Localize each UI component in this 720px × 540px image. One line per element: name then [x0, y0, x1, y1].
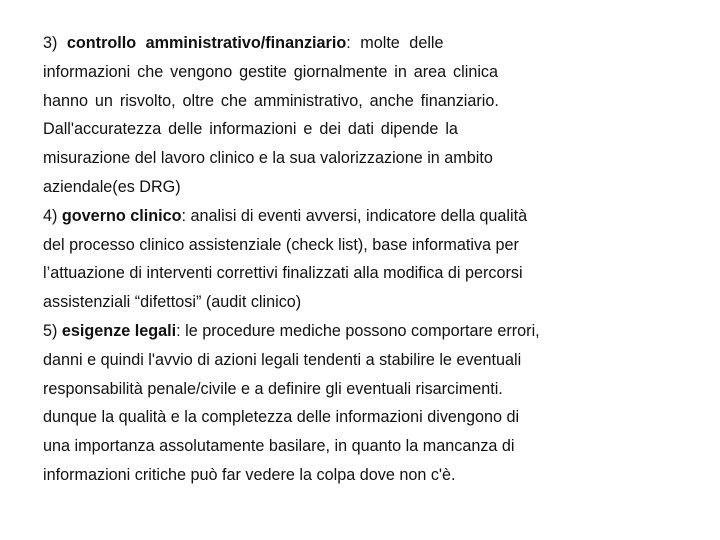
- body-text: [43, 29, 683, 490]
- section-4-line: : analisi di eventi avversi, indicatore della qualità: [181, 206, 528, 225]
- section-4-first-line: [43, 202, 683, 231]
- section-3-line: : molte delle: [346, 34, 444, 52]
- conclusion-line: una importanza assolutamente basilare, in quanto la mancanza di: [43, 437, 515, 456]
- conclusion-line: informazioni critiche può far vedere la colpa dove non c'è.: [43, 465, 456, 484]
- section-3-line: aziendale(es DRG): [43, 177, 181, 196]
- section-4-line: assistenziali “difettosi” (audit clinico): [43, 293, 302, 312]
- section-5-number: 5): [43, 321, 58, 340]
- section-3-line: Dall'accuratezza delle informazioni e dei dati dipende la: [43, 120, 458, 139]
- section-4-line: l’attuazione di interventi correttivi finalizzati alla modifica di percorsi: [43, 264, 523, 283]
- section-3-line: informazioni che vengono gestite giornalmente in area clinica: [43, 62, 499, 81]
- conclusion-line: dunque la qualità e la completezza delle informazioni divengono di: [43, 408, 520, 427]
- section-4-line: del processo clinico assistenziale (check list), base informativa per: [43, 235, 519, 254]
- section-3-first-line: [43, 29, 683, 58]
- section-3-line: misurazione del lavoro clinico e la sua valorizzazione in ambito: [43, 149, 493, 168]
- section-5-line: : le procedure mediche possono comportare errori,: [176, 321, 540, 340]
- section-3-line: hanno un risvolto, oltre che amministrativo, anche finanziario.: [43, 91, 499, 110]
- section-4-heading: governo clinico: [61, 206, 182, 225]
- section-5-line: danni e quindi l'avvio di azioni legali tendenti a stabilire le eventuali: [43, 350, 522, 369]
- section-5-first-line: [43, 317, 683, 346]
- section-3-heading: controllo amministrativo/finanziario: [66, 34, 347, 52]
- section-5-heading: esigenze legali: [61, 321, 177, 340]
- section-4-number: 4): [43, 206, 58, 225]
- section-3-number: 3): [43, 34, 58, 52]
- section-5-line: responsabilità penale/civile e a definire gli eventuali risarcimenti.: [43, 379, 503, 398]
